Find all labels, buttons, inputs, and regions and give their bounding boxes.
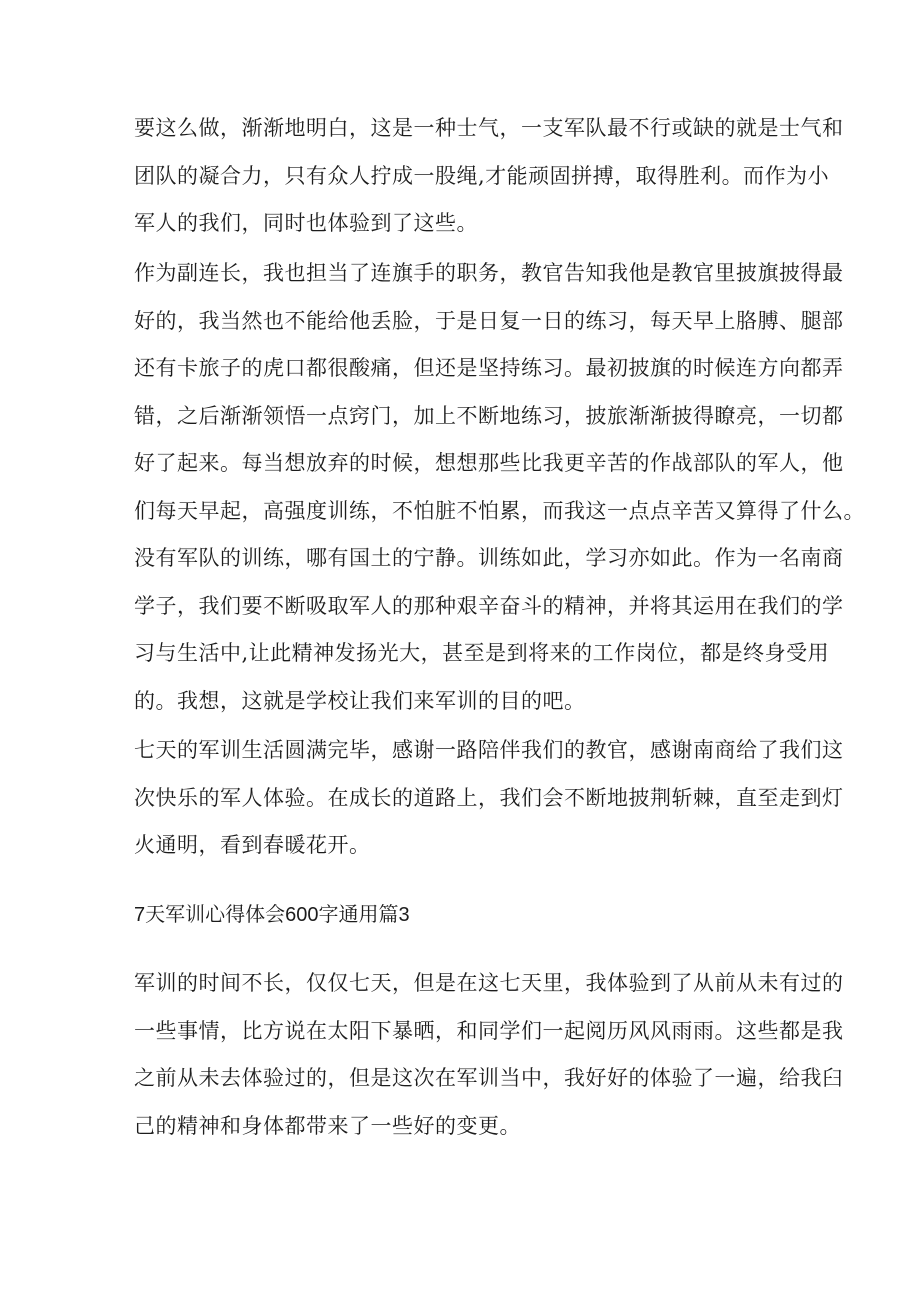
text-line: 团队的凝合力，只有众人拧成一股绳,才能顽固拼搏，取得胜利。而作为小 — [134, 163, 830, 188]
text-line: 错，之后渐渐领悟一点窍门，加上不断地练习，披旅渐渐披得瞭亮，一切都 — [134, 403, 844, 428]
text-line: 习与生活中,让此精神发扬光大，甚至是到将来的工作岗位，都是终身受用 — [134, 641, 830, 665]
section-heading: 7天军训心得体会600字通用篇3 — [134, 904, 410, 926]
text-line: 己的精神和身体都带来了一些好的变更。 — [134, 1113, 521, 1138]
text-line: 还有卡旅子的虎口都很酸痛，但还是坚持练习。最初披旗的时候连方向都弄 — [134, 356, 844, 380]
paragraph-4 — [134, 960, 844, 1150]
text-line: 们每天早起，高强度训练，不怕脏不怕累，而我这一点点辛苦又算得了什么。 — [134, 498, 865, 523]
text-line: 学子，我们要不断吸取军人的那种艰辛奋斗的精神，并将其运用在我们的学 — [134, 593, 844, 618]
paragraph-1 — [134, 105, 844, 248]
text-line: 的。我想，这就是学校让我们来军训的目的吧。 — [134, 688, 586, 713]
paragraph-2 — [134, 250, 865, 725]
text-line: 军人的我们，同时也体验到了这些。 — [134, 211, 478, 235]
text-line: 好的，我当然也不能给他丢脸，于是日复一日的练习，每天早上胳膊、腿部 — [134, 308, 844, 333]
text-line: 好了起来。每当想放弃的时候，想想那些比我更辛苦的作战部队的军人，他 — [134, 451, 844, 475]
text-line: 火通明，看到春暖花开。 — [134, 833, 371, 857]
text-line: 军训的时间不长，仅仅七天，但是在这七天里，我体验到了从前从未有过的 — [134, 971, 844, 995]
text-line: 一些事情，比方说在太阳下暴晒，和同学们一起阅历风风雨雨。这些都是我 — [134, 1018, 844, 1043]
text-line: 没有军队的训练，哪有国土的宁静。训练如此，学习亦如此。作为一名南商 — [134, 546, 844, 570]
text-line: 七天的军训生活圆满完毕，感谢一路陪伴我们的教官，感谢南商给了我们这 — [134, 738, 844, 762]
text-line: 作为副连长，我也担当了连旗手的职务，教官告知我他是教官里披旗披得最 — [134, 261, 844, 285]
paragraph-3 — [134, 727, 844, 870]
text-line: 次快乐的军人体验。在成长的道路上，我们会不断地披荆斩棘，直至走到灯 — [134, 785, 844, 810]
text-line: 之前从未去体验过的，但是这次在军训当中，我好好的体验了一遍，给我臼 — [134, 1066, 844, 1090]
text-line: 要这么做，渐渐地明白，这是一种士气，一支军队最不行或缺的就是士气和 — [134, 116, 844, 140]
